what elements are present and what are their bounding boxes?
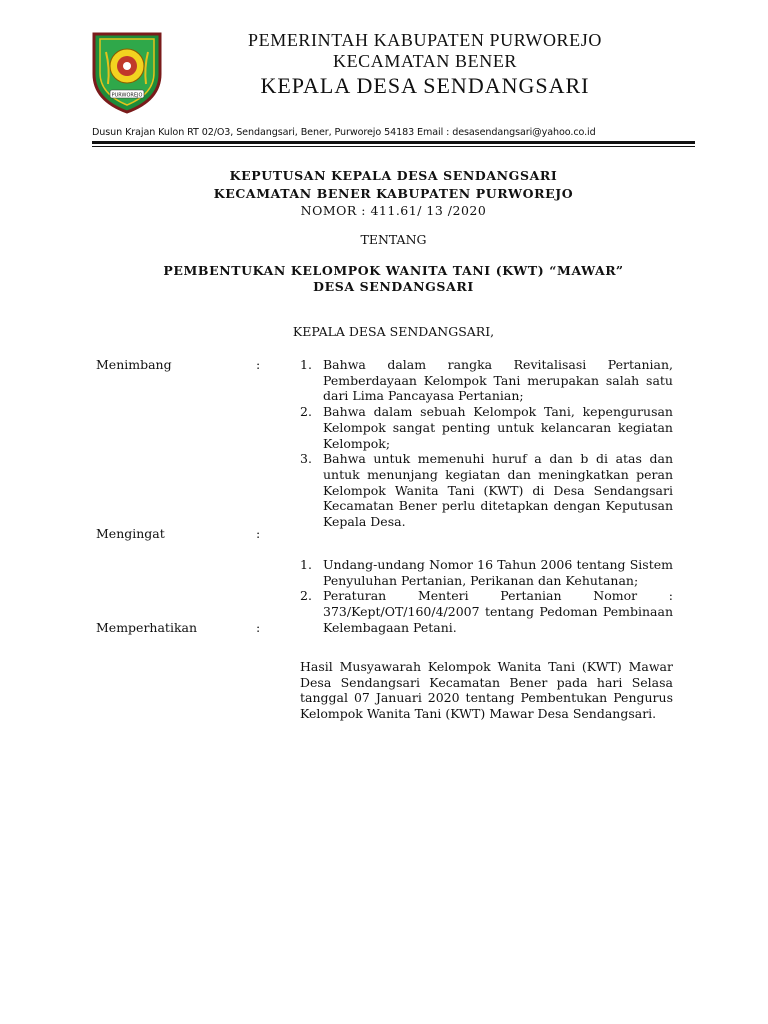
district-name: KECAMATAN BENER: [332, 51, 518, 71]
item-number: 2.: [300, 404, 312, 420]
mengingat-list: [300, 557, 673, 636]
memperhatikan-label: Memperhatikan: [96, 620, 198, 635]
svg-text:PURWOREJO: PURWOREJO: [111, 92, 143, 99]
mengingat-colon: :: [256, 526, 261, 541]
address-line: Dusun Krajan Kulon RT 02/O3, Sendangsari, Bener, Purworejo 54183 Email : desasendangsari@yahoo.co.id: [92, 127, 596, 138]
memperhatikan-colon: :: [256, 620, 261, 635]
village-head-title: KEPALA DESA SENDANGSARI: [260, 73, 590, 98]
list-item: [300, 404, 673, 451]
list-item: [300, 557, 673, 588]
issuer-line: KEPALA DESA SENDANGSARI,: [292, 324, 495, 339]
item-text: Bahwa dalam rangka Revitalisasi Pertanian, Pemberdayaan Kelompok Tani merupakan salah satu dari Lima Pancayasa Pertanian;: [323, 357, 673, 404]
letterhead: [180, 30, 670, 99]
mengingat-label: Mengingat: [96, 526, 165, 541]
list-item: [300, 357, 673, 404]
menimbang-list: [300, 357, 673, 530]
decree-number: NOMOR : 411.61/ 13 /2020: [300, 203, 487, 218]
decree-subject: PEMBENTUKAN KELOMPOK WANITA TANI (KWT) “MAWAR”: [163, 263, 624, 278]
item-number: 3.: [300, 451, 312, 467]
decree-title: KEPUTUSAN KEPALA DESA SENDANGSARI: [229, 168, 558, 183]
list-item: [300, 588, 673, 635]
government-name: PEMERINTAH KABUPATEN PURWOREJO: [248, 30, 602, 50]
letterhead-rule-thin: [92, 146, 695, 147]
letterhead-rule-thick: [92, 141, 695, 144]
menimbang-label: Menimbang: [96, 357, 172, 372]
menimbang-colon: :: [256, 357, 261, 372]
item-text: Undang-undang Nomor 16 Tahun 2006 tentang Sistem Penyuluhan Pertanian, Perikanan dan Kehutanan;: [323, 557, 673, 588]
item-text: Bahwa dalam sebuah Kelompok Tani, kepengurusan Kelompok sangat penting untuk kelancaran kegiatan Kelompok;: [323, 404, 673, 451]
item-number: 1.: [300, 557, 312, 572]
item-number: 2.: [300, 588, 312, 604]
list-item: [300, 451, 673, 530]
item-number: 1.: [300, 357, 312, 372]
memperhatikan-text: Hasil Musyawarah Kelompok Wanita Tani (KWT) Mawar Desa Sendangsari Kecamatan Bener pada hari Selasa tanggal 07 Januari 2020 tentang Pembentukan Pengurus Kelompok Wanita Tani (KWT) Mawar Desa Sendangsari.: [300, 659, 673, 722]
decree-subject-village: DESA SENDANGSARI: [313, 279, 474, 294]
purworejo-crest-logo: [88, 28, 166, 114]
decree-subtitle: KECAMATAN BENER KABUPATEN PURWOREJO: [213, 186, 574, 201]
item-text: Bahwa untuk memenuhi huruf a dan b di atas dan untuk menunjang kegiatan dan meningkatkan peran Kelompok Wanita Tani (KWT) di Desa Sendangsari Kecamatan Bener perlu ditetapkan dengan Keputusan Kepala Desa.: [323, 451, 673, 530]
tentang-heading: TENTANG: [360, 232, 427, 247]
item-text: Peraturan Menteri Pertanian Nomor : 373/Kept/OT/160/4/2007 tentang Pedoman Pembinaan Kelembagaan Petani.: [323, 588, 673, 635]
